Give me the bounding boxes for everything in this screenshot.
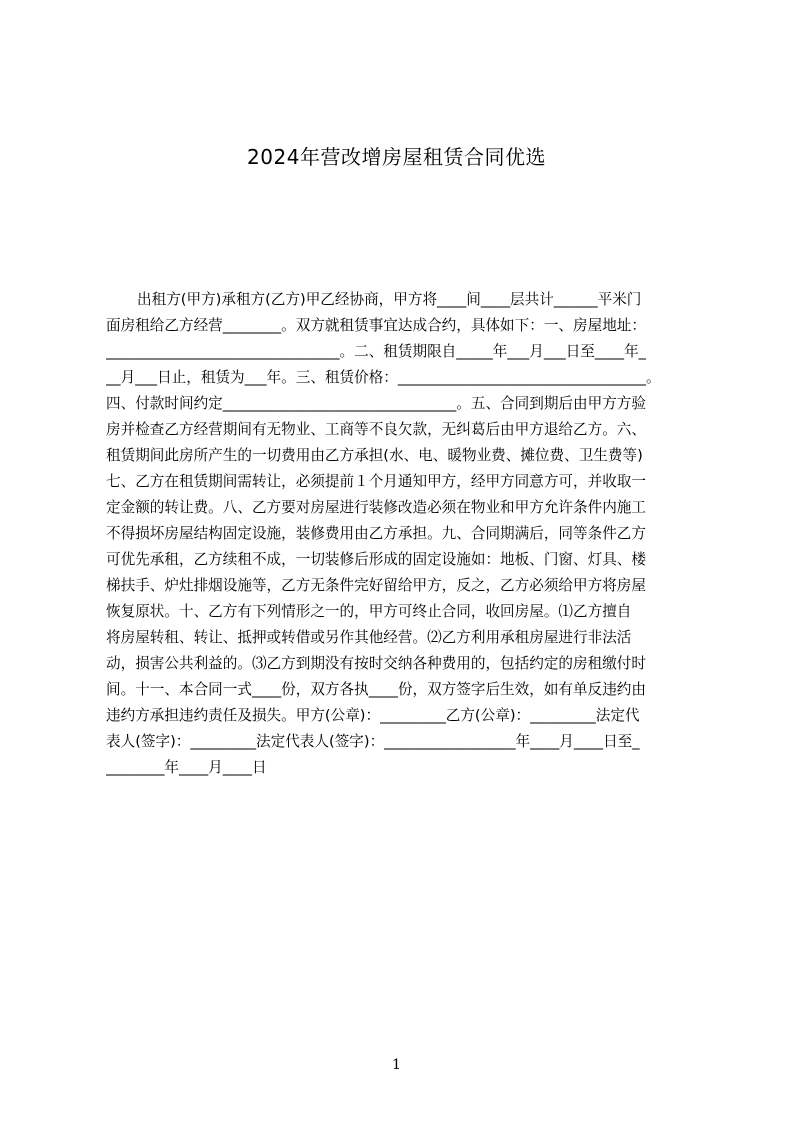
body-line: 间。十一、本合同一式____份，双方各执____份，双方签字后生效，如有单反违约由 [106, 681, 646, 698]
body-line: ________________________________。二、租赁期限自_____年___月___日至____年_ [106, 343, 646, 360]
document-title: 2024年营改增房屋租赁合同优选 [247, 145, 546, 169]
body-line: 房并检查乙方经营期间有无物业、工商等不良欠款，无纠葛后由甲方退给乙方。六、 [106, 421, 646, 438]
contract-body [106, 290, 700, 784]
body-line: 不得损坏房屋结构固定设施，装修费用由乙方承担。九、合同期满后，同等条件乙方 [106, 525, 646, 542]
body-line: 定金额的转让费。八、乙方要对房屋进行装修改造必须在物业和甲方允许条件内施工 [106, 499, 646, 516]
body-line: 恢复原状。十、乙方有下列情形之一的，甲方可终止合同，收回房屋。⑴乙方擅自 [106, 603, 632, 620]
body-line: 将房屋转租、转让、抵押或转借或另作其他经营。⑵乙方利用承租房屋进行非法活 [106, 629, 632, 646]
body-line: ________年____月____日 [106, 759, 267, 776]
body-line: 面房租给乙方经营________。双方就租赁事宜达成合约，具体如下：一、房屋地址： [106, 317, 646, 334]
body-line: 四、付款时间约定________________________________。五、合同到期后由甲方方验 [106, 395, 646, 412]
body-line: __月___日止，租赁为___年。三、租赁价格：__________________________________。 [106, 369, 661, 386]
body-line: 出租方(甲方)承租方(乙方)甲乙经协商，甲方将____间____层共计______平米门 [137, 291, 642, 308]
body-line: 可优先承租，乙方续租不成，一切装修后形成的固定设施如：地板、门窗、灯具、楼 [106, 551, 646, 568]
page-number: 1 [392, 1057, 401, 1073]
body-line: 违约方承担违约责任及损失。甲方(公章)：_________乙方(公章)：_________法定代 [106, 707, 640, 724]
body-line: 七、乙方在租赁期间需转让，必须提前１个月通知甲方，经甲方同意方可，并收取一 [106, 473, 646, 490]
body-line: 梯扶手、炉灶排烟设施等，乙方无条件完好留给甲方，反之，乙方必须给甲方将房屋 [106, 577, 646, 594]
body-line: 租赁期间此房所产生的一切费用由乙方承担(水、电、暖物业费、摊位费、卫生费等) [106, 447, 643, 464]
body-line: 表人(签字)：_________法定代表人(签字)：__________________年____月____日至_ [106, 733, 640, 750]
body-line: 动，损害公共利益的。⑶乙方到期没有按时交纳各种费用的，包括约定的房租缴付时 [106, 655, 646, 672]
